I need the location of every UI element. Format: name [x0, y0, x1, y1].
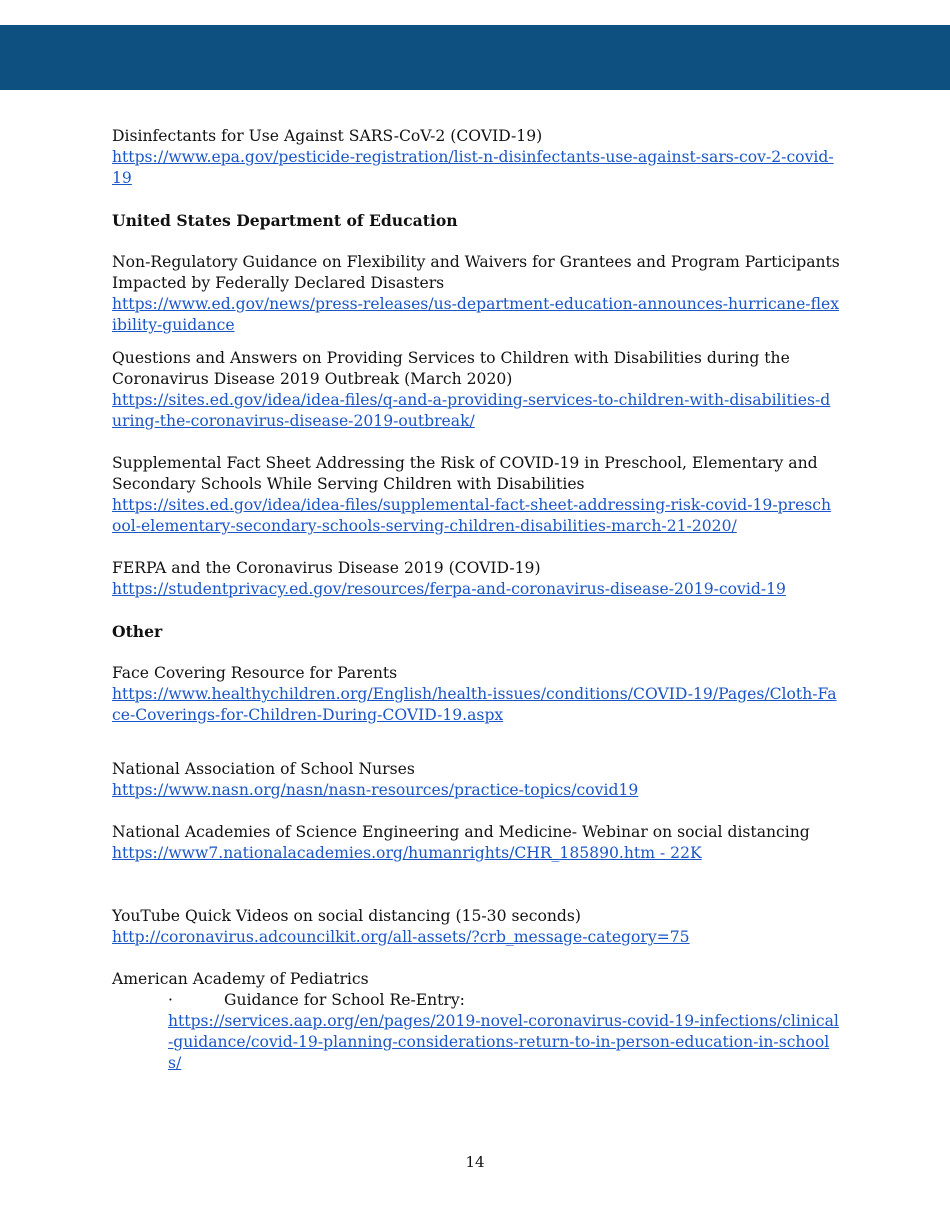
resource-link[interactable]: https://www7.nationalacademies.org/humanrights/CHR_185890.htm - 22K — [112, 844, 702, 862]
resource-ed-flexibility — [112, 252, 840, 336]
resource-title: Disinfectants for Use Against SARS-CoV-2 (COVID-19) — [112, 127, 543, 145]
resource-link[interactable]: https://services.aap.org/en/pages/2019-novel-coronavirus-covid-19-infections/clinical-guidance/covid-19-planning-considerations-return-to-in-person-education-in-schools/ — [168, 1012, 839, 1072]
resource-ed-ferpa — [112, 558, 840, 600]
resource-ed-fact-sheet — [112, 453, 840, 537]
resource-title: National Academies of Science Engineering and Medicine- Webinar on social distancing — [112, 823, 810, 841]
bullet-text: Guidance for School Re-Entry: — [224, 991, 465, 1009]
bullet-item — [168, 990, 840, 1011]
resource-epa — [112, 126, 840, 189]
resource-link[interactable]: https://sites.ed.gov/idea/idea-files/q-and-a-providing-services-to-children-with-disabilities-during-the-coronavirus-disease-2019-outbreak/ — [112, 391, 831, 430]
resource-link[interactable]: http://coronavirus.adcouncilkit.org/all-assets/?crb_message-category=75 — [112, 928, 690, 946]
resource-title: Face Covering Resource for Parents — [112, 664, 398, 682]
section-heading: Other — [112, 622, 163, 641]
section-heading-education — [112, 210, 840, 231]
resource-school-nurses — [112, 759, 840, 801]
resource-title: Supplemental Fact Sheet Addressing the Risk of COVID-19 in Preschool, Elementary and Secondary Schools While Serving Children with Disabilities — [112, 454, 818, 493]
section-heading-other — [112, 621, 840, 642]
resource-link[interactable]: https://www.ed.gov/news/press-releases/us-department-education-announces-hurricane-flexibility-guidance — [112, 295, 839, 334]
document-body — [112, 126, 840, 1074]
resource-youtube-videos — [112, 906, 840, 948]
resource-link[interactable]: https://www.epa.gov/pesticide-registration/list-n-disinfectants-use-against-sars-cov-2-covid-19 — [112, 148, 834, 187]
resource-ed-disabilities-qa — [112, 348, 840, 432]
resource-title: FERPA and the Coronavirus Disease 2019 (COVID-19) — [112, 559, 541, 577]
bullet-dot: · — [168, 991, 173, 1009]
resource-link[interactable]: https://www.nasn.org/nasn/nasn-resources/practice-topics/covid19 — [112, 781, 639, 799]
section-heading: United States Department of Education — [112, 211, 458, 230]
resource-link[interactable]: https://www.healthychildren.org/English/health-issues/conditions/COVID-19/Pages/Cloth-Face-Coverings-for-Children-During-COVID-19.aspx — [112, 685, 837, 724]
resource-title: National Association of School Nurses — [112, 760, 415, 778]
resource-title: Questions and Answers on Providing Services to Children with Disabilities during the Coronavirus Disease 2019 Outbreak (March 2020) — [112, 349, 790, 388]
resource-link[interactable]: https://sites.ed.gov/idea/idea-files/supplemental-fact-sheet-addressing-risk-covid-19-preschool-elementary-secondary-schools-serving-children-disabilities-march-21-2020/ — [112, 496, 832, 535]
resource-title: American Academy of Pediatrics — [112, 970, 369, 988]
resource-face-covering — [112, 663, 840, 726]
resource-aap — [112, 969, 840, 1074]
resource-title: Non-Regulatory Guidance on Flexibility and Waivers for Grantees and Program Participants Impacted by Federally Declared Disasters — [112, 253, 840, 292]
header-band — [0, 25, 950, 90]
resource-national-academies — [112, 822, 840, 864]
resource-title: YouTube Quick Videos on social distancing (15-30 seconds) — [112, 907, 581, 925]
page-number: 14 — [465, 1153, 485, 1171]
resource-link[interactable]: https://studentprivacy.ed.gov/resources/ferpa-and-coronavirus-disease-2019-covid-19 — [112, 580, 786, 598]
